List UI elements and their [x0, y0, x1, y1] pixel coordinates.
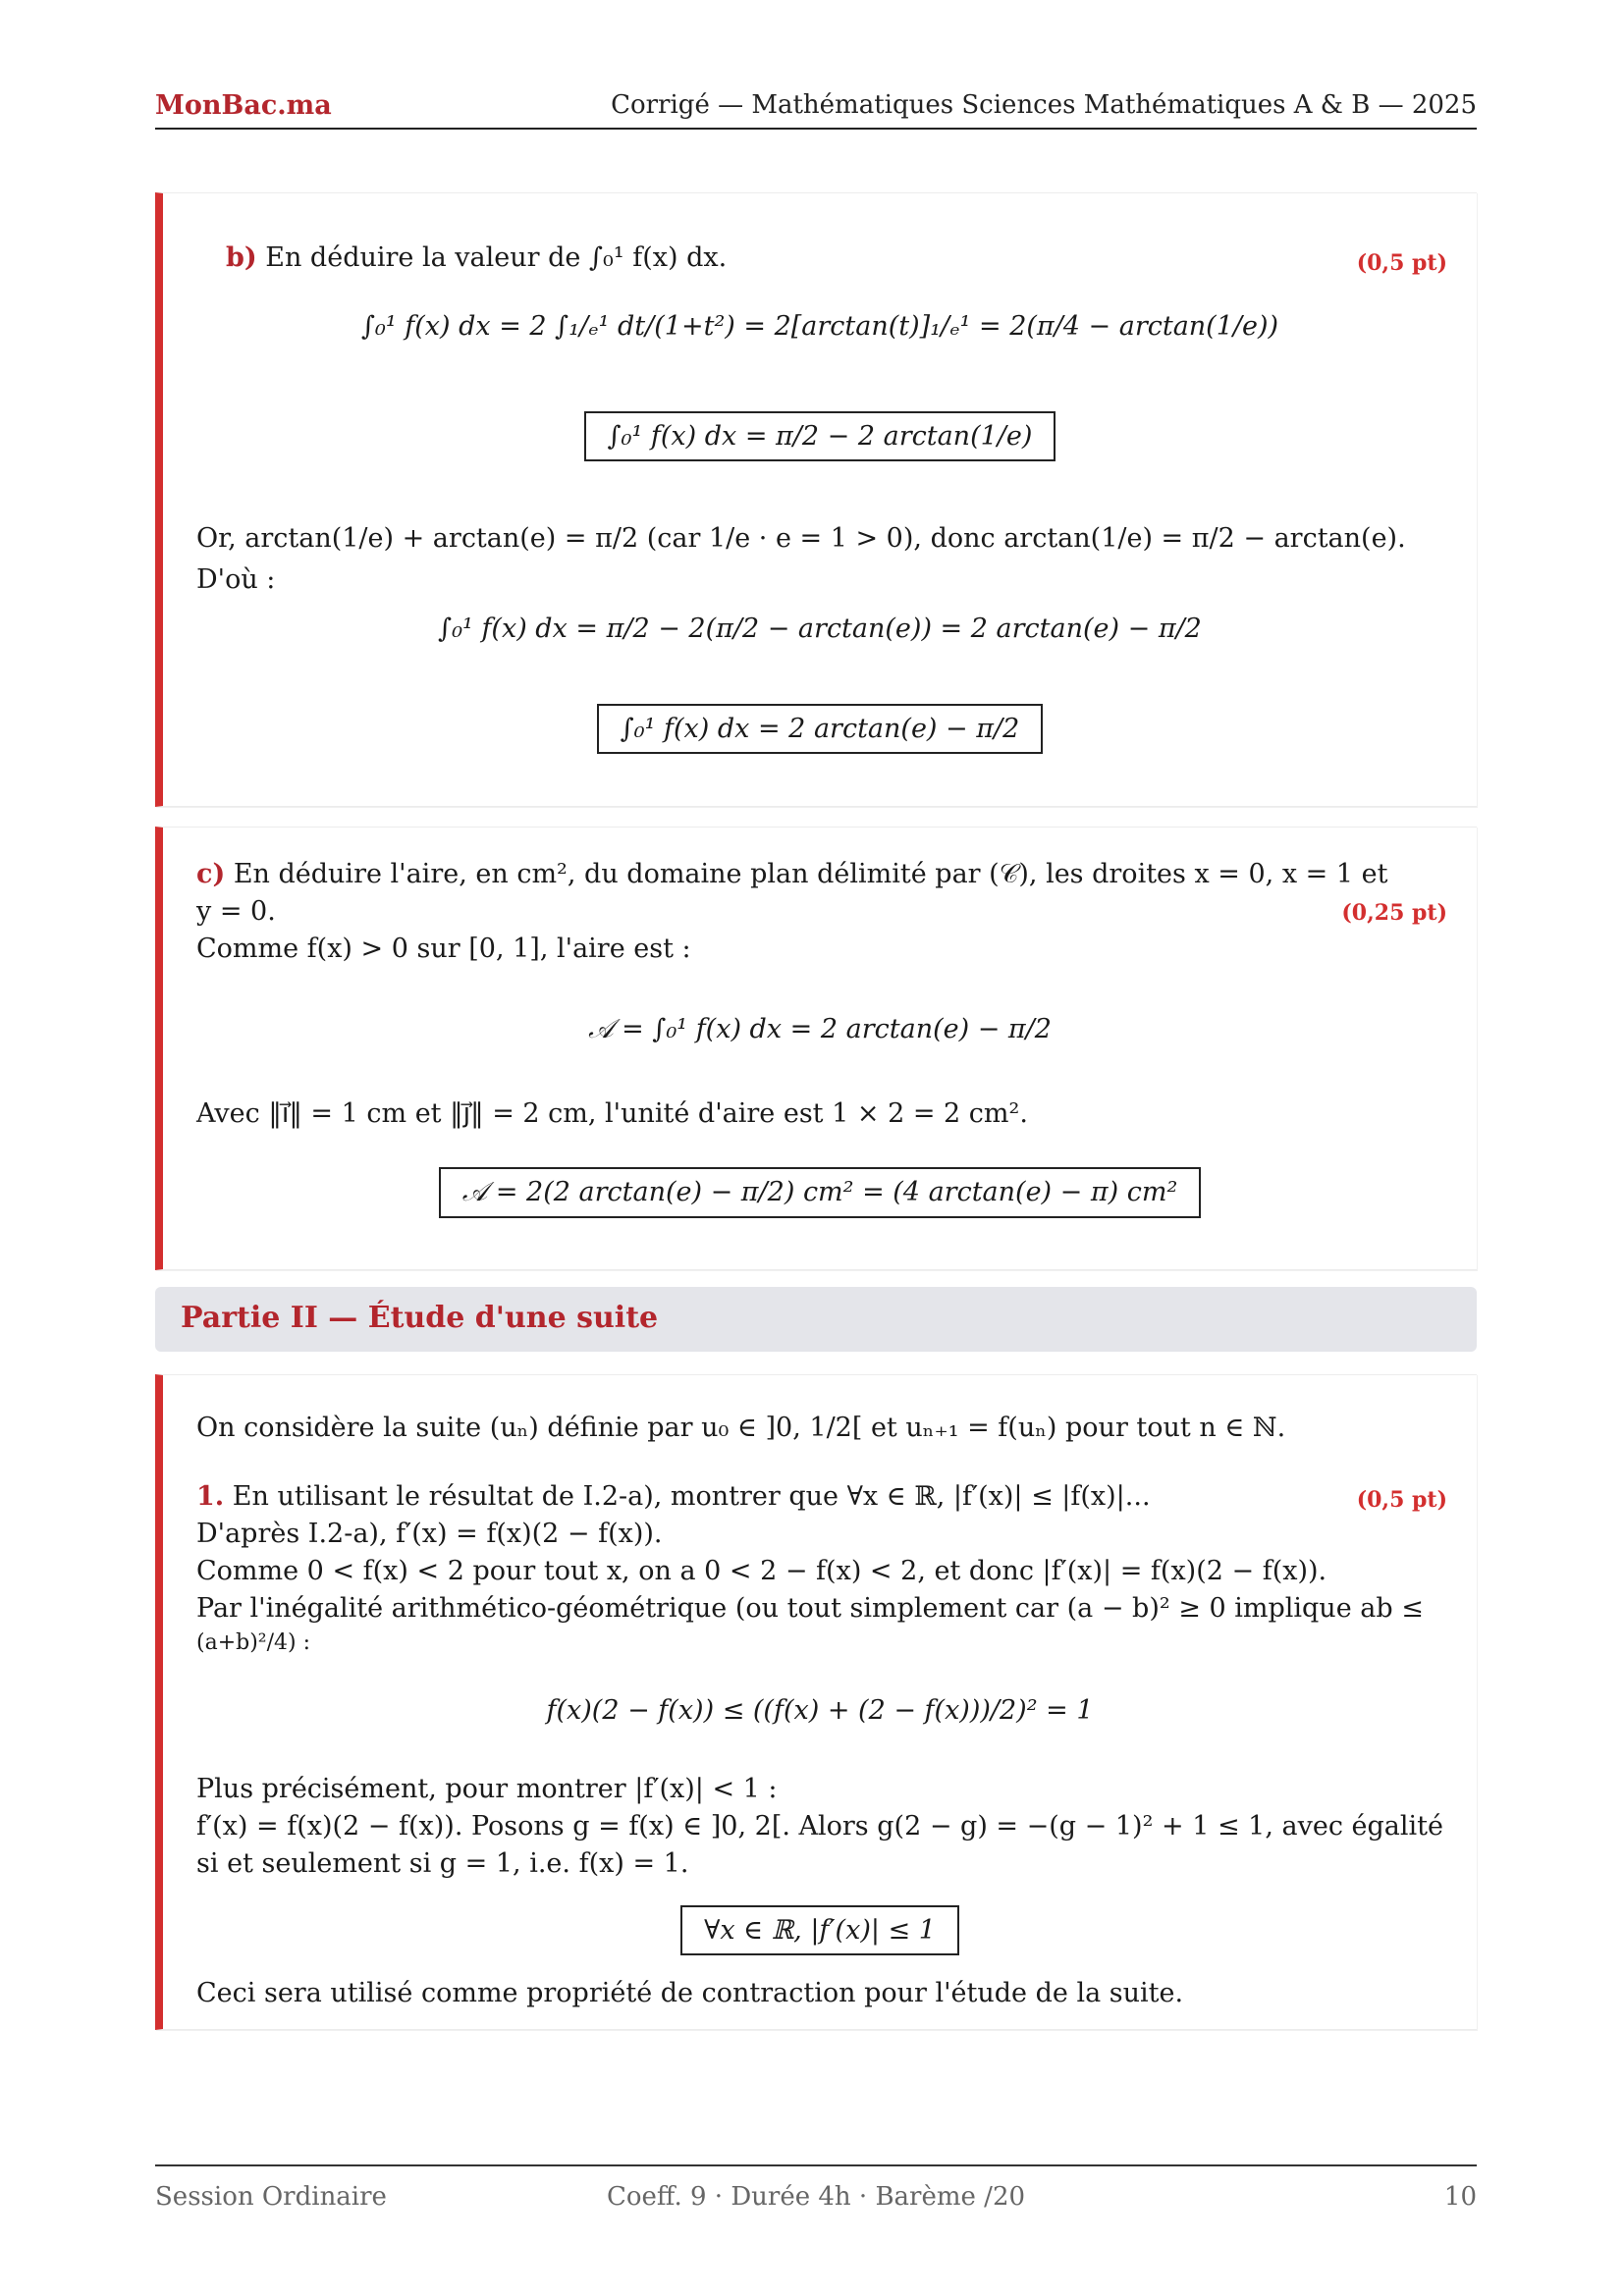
boxed-area: [163, 1167, 1477, 1218]
question-text-cont: y = 0.: [196, 896, 276, 927]
result-box: ∫₀¹ f(x) dx = 2 arctan(e) − π/2: [597, 704, 1044, 754]
session-label: Session Ordinaire: [155, 2182, 387, 2212]
question-card-b: [155, 192, 1477, 807]
text-line: D'où :: [196, 564, 276, 595]
equation-integral-substitution: ∫₀¹ f(x) dx = 2 ∫₁/ₑ¹ dt/(1+t²) = 2[arctan(t)]₁/ₑ¹ = 2(π/4 − arctan(1/e)): [360, 311, 1279, 342]
question-card-c: [155, 827, 1477, 1270]
document-title: Corrigé — Mathématiques Sciences Mathématiques A & B — 2025: [611, 90, 1477, 120]
section-banner: [155, 1287, 1477, 1352]
exam-info: Coeff. 9 · Durée 4h · Barème /20: [606, 2182, 1026, 2212]
page-number: 10: [1443, 2182, 1477, 2212]
text-line: D'après I.2-a), f′(x) = f(x)(2 − f(x)).: [196, 1519, 663, 1549]
text-line: Par l'inégalité arithmético-géométrique (ou tout simplement car (a − b)² ≥ 0 implique ab ≤: [196, 1593, 1424, 1624]
sequence-definition: On considère la suite (uₙ) définie par u₀ ∈ ]0, 1/2[ et uₙ₊₁ = f(uₙ) pour tout n ∈ ℕ.: [196, 1413, 1286, 1443]
question-b: [226, 242, 727, 273]
question-label: b): [226, 242, 257, 273]
text-line: f′(x) = f(x)(2 − f(x)). Posons g = f(x) ∈ ]0, 2[. Alors g(2 − g) = −(g − 1)² + 1 ≤ 1, avec égalité: [196, 1811, 1443, 1842]
boxed-result-2: [163, 704, 1477, 754]
equation-arctan: ∫₀¹ f(x) dx = π/2 − 2(π/2 − arctan(e)) = 2 arctan(e) − π/2: [438, 614, 1202, 644]
text-line: Plus précisément, pour montrer |f′(x)| < 1 :: [196, 1774, 778, 1804]
question-c: [196, 859, 1387, 890]
equation-area: 𝒜 = ∫₀¹ f(x) dx = 2 arctan(e) − π/2: [588, 1014, 1052, 1044]
page-header: [155, 90, 1477, 130]
text-line: Or, arctan(1/e) + arctan(e) = π/2 (car 1/e · e = 1 > 0), donc arctan(1/e) = π/2 − arctan(e).: [196, 523, 1406, 554]
text-line: (a+b)²/4) :: [196, 1630, 311, 1655]
question-1: [196, 1481, 1151, 1512]
points-badge: (0,5 pt): [1356, 250, 1447, 276]
question-card-1: [155, 1374, 1477, 2030]
boxed-result: [163, 1905, 1477, 1955]
question-text: En déduire l'aire, en cm², du domaine plan délimité par (𝒞), les droites x = 0, x = 1 et: [233, 859, 1388, 889]
text-line: si et seulement si g = 1, i.e. f(x) = 1.: [196, 1848, 689, 1879]
text-line: Avec ‖i⃗‖ = 1 cm et ‖j⃗‖ = 2 cm, l'unité d'aire est 1 × 2 = 2 cm².: [196, 1098, 1028, 1129]
section-title: Partie II — Étude d'une suite: [181, 1301, 659, 1335]
result-box: ∀x ∈ ℝ, |f′(x)| ≤ 1: [680, 1905, 959, 1955]
question-label: c): [196, 859, 226, 889]
page-footer: [155, 2164, 1477, 2225]
text-line: Comme 0 < f(x) < 2 pour tout x, on a 0 < 2 − f(x) < 2, et donc |f′(x)| = f(x)(2 − f(x)).: [196, 1556, 1327, 1586]
question-text: En utilisant le résultat de I.2-a), montrer que ∀x ∈ ℝ, |f′(x)| ≤ |f(x)|...: [232, 1481, 1151, 1512]
points-badge: (0,5 pt): [1356, 1487, 1447, 1513]
result-box: ∫₀¹ f(x) dx = π/2 − 2 arctan(1/e): [584, 411, 1056, 461]
points-badge: (0,25 pt): [1341, 900, 1447, 926]
brand-logo[interactable]: MonBac.ma: [155, 90, 332, 121]
text-line: Ceci sera utilisé comme propriété de contraction pour l'étude de la suite.: [196, 1978, 1184, 2008]
equation-inequality: f(x)(2 − f(x)) ≤ ((f(x) + (2 − f(x)))/2)² = 1: [546, 1695, 1094, 1726]
question-text: En déduire la valeur de ∫₀¹ f(x) dx.: [265, 242, 728, 273]
question-label: 1.: [196, 1481, 225, 1512]
result-box: 𝒜 = 2(2 arctan(e) − π/2) cm² = (4 arctan(e) − π) cm²: [439, 1167, 1202, 1218]
text-line: Comme f(x) > 0 sur [0, 1], l'aire est :: [196, 934, 691, 964]
boxed-result-1: [163, 411, 1477, 461]
